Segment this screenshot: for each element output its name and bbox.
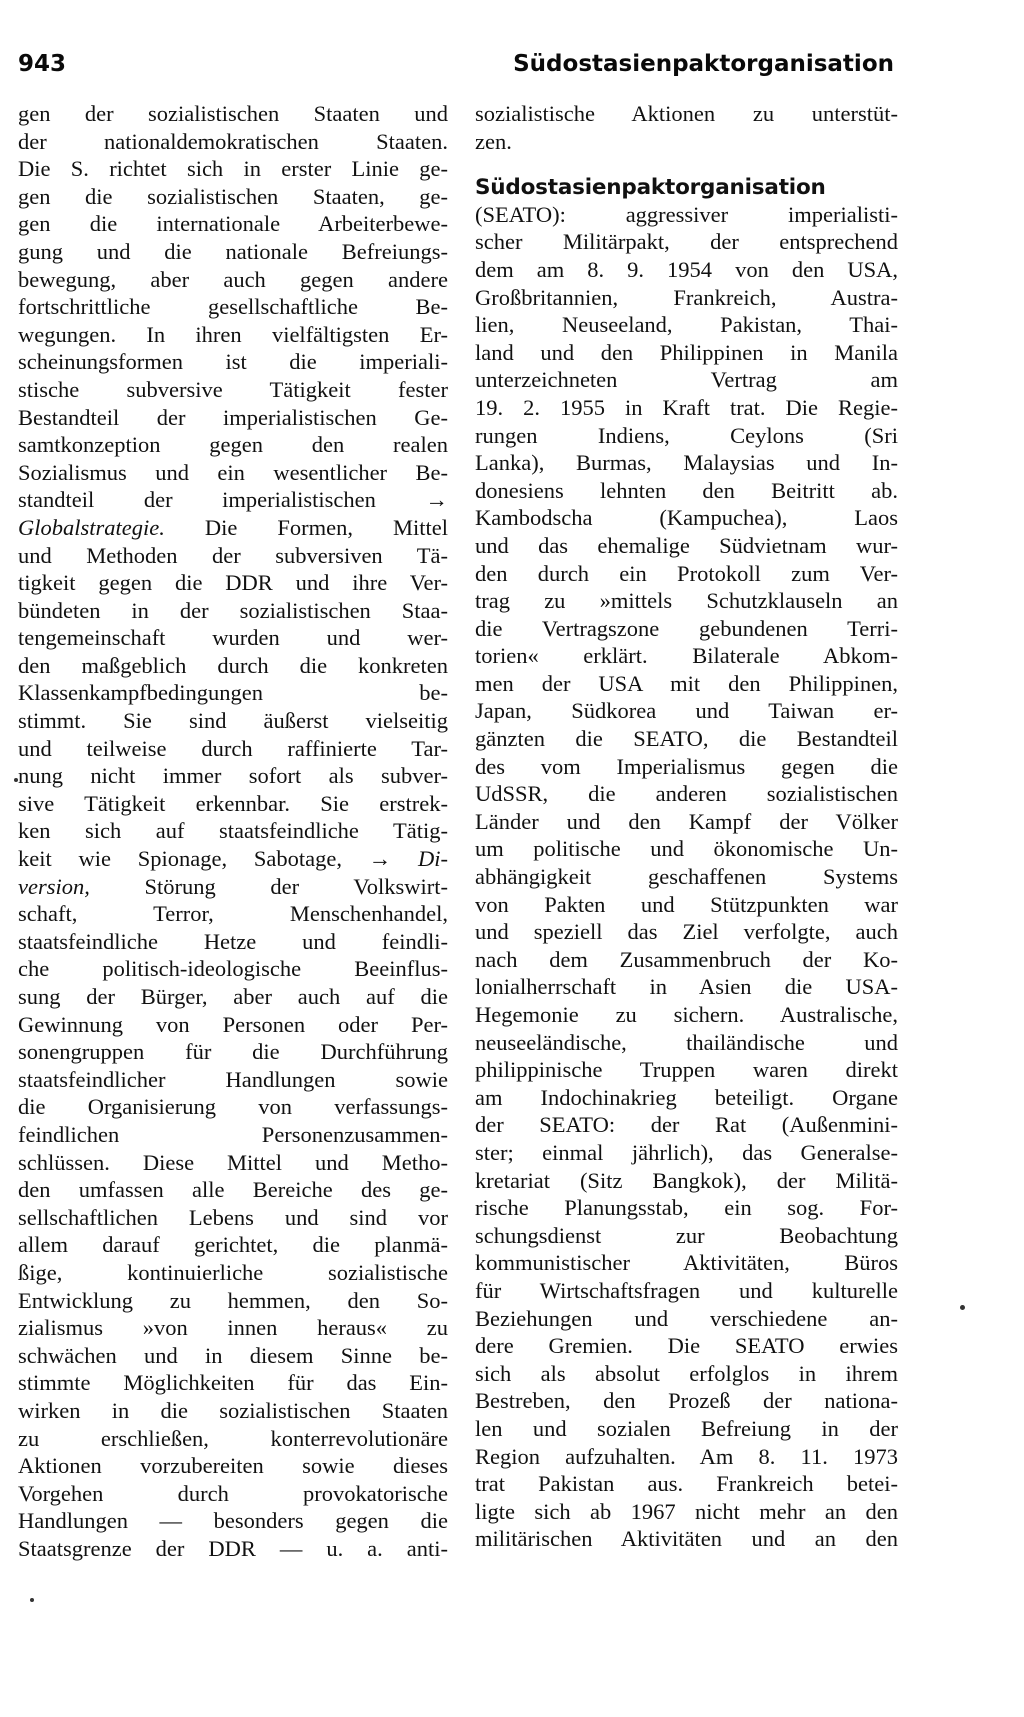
cross-reference: version,: [18, 873, 90, 899]
text-line: tengemeinschaft wurden und wer-: [18, 625, 448, 651]
text-line: Globalstrategie. Die Formen, Mittel: [18, 514, 448, 540]
text-line: die Vertragszone gebundenen Terri-: [475, 615, 898, 641]
cross-reference: Di-: [418, 846, 448, 872]
text-line: Beziehungen und verschiedene an-: [475, 1305, 898, 1331]
running-head-keyword: Südostasienpaktorganisation: [513, 51, 894, 77]
text-line: gen die internationale Arbeiterbewe-: [18, 211, 448, 237]
text-line: nung nicht immer sofort als subver-: [18, 763, 448, 789]
text-line: Sozialismus und ein wesentlicher Be-: [18, 459, 448, 485]
text-line: allem darauf gerichtet, die planmä-: [18, 1232, 448, 1258]
text-line: torien« erklärt. Bilaterale Abkom-: [475, 643, 898, 669]
text-line: land und den Philippinen in Manila: [475, 339, 898, 365]
text-line: abhängigkeit geschaffenen Systems: [475, 864, 898, 890]
entry-spacing: [475, 155, 898, 173]
text-line: trag zu »mittels Schutzklauseln an: [475, 588, 898, 614]
text-line: der nationaldemokratischen Staaten.: [18, 128, 448, 154]
cross-reference: Globalstrategie.: [18, 514, 165, 540]
text-line: feindlichen Personenzusammen-: [18, 1121, 448, 1147]
text-line: ligte sich ab 1967 nicht mehr an den: [475, 1498, 898, 1524]
text-line: version, Störung der Volkswirt-: [18, 873, 448, 899]
text-line: len und sozialen Befreiung in der: [475, 1415, 898, 1441]
text-line: gen die sozialistischen Staaten, ge-: [18, 183, 448, 209]
text-line: um politische und ökonomische Un-: [475, 836, 898, 862]
text-line: schwächen und in diesem Sinne be-: [18, 1342, 448, 1368]
entry-title-line: [475, 173, 898, 201]
text-line: zu erschließen, konterrevolutionäre: [18, 1425, 448, 1451]
text-line: zen.: [475, 128, 512, 154]
text-line: rische Planungsstab, ein sog. For-: [475, 1195, 898, 1221]
text-line: und teilweise durch raffinierte Tar-: [18, 735, 448, 761]
text-line: Großbritannien, Frankreich, Austra-: [475, 284, 898, 310]
text-line: kretariat (Sitz Bangkok), der Militä-: [475, 1167, 898, 1193]
stray-dot-mark: [14, 778, 18, 782]
text-line: wegungen. In ihren vielfältigsten Er-: [18, 321, 448, 347]
text-line: am Indochinakrieg beteiligt. Organe: [475, 1084, 898, 1110]
text-line: ken sich auf staatsfeindliche Tätig-: [18, 818, 448, 844]
text-line: Lanka), Burmas, Malaysias und In-: [475, 450, 898, 476]
text-line: 19. 2. 1955 in Kraft trat. Die Regie-: [475, 394, 898, 420]
text-line: gänzten die SEATO, die Bestandteil: [475, 726, 898, 752]
text-line: dere Gremien. Die SEATO erwies: [475, 1333, 898, 1359]
text-line: fortschrittliche gesellschaftliche Be-: [18, 294, 448, 320]
text-line: Aktionen vorzubereiten sowie dieses: [18, 1453, 448, 1479]
text-line: schlüssen. Diese Mittel und Metho-: [18, 1149, 448, 1175]
text-line: sozialistische Aktionen zu unterstüt-: [475, 101, 898, 126]
text-line: sellschaftlichen Lebens und sind vor: [18, 1204, 448, 1230]
text-line: nach dem Zusammenbruch der Ko-: [475, 946, 898, 972]
entry-title: Südostasienpaktorganisation: [475, 175, 826, 201]
text-line: den maßgeblich durch die konkreten: [18, 652, 448, 678]
text-line: von Pakten und Stützpunkten war: [475, 891, 898, 917]
text-line: lonialherrschaft in Asien die USA-: [475, 974, 898, 1000]
text-line: und Methoden der subversiven Tä-: [18, 542, 448, 568]
text-line: rungen Indiens, Ceylons (Sri: [475, 422, 898, 448]
text-line: und speziell das Ziel verfolgte, auch: [475, 919, 898, 945]
text-line: staatsfeindliche Hetze und feindli-: [18, 928, 448, 954]
text-line: Japan, Südkorea und Taiwan er-: [475, 698, 898, 724]
text-line: schungsdienst zur Beobachtung: [475, 1222, 898, 1248]
text-line: dem am 8. 9. 1954 von den USA,: [475, 256, 898, 282]
text-line: militärischen Aktivitäten und an den: [475, 1526, 898, 1552]
text-line: (SEATO): aggressiver imperialisti-: [475, 201, 898, 227]
left-text-column: [18, 100, 448, 1562]
text-line: Region aufzuhalten. Am 8. 11. 1973: [475, 1443, 898, 1469]
text-line: philippinische Truppen waren direkt: [475, 1057, 898, 1083]
text-line: gen der sozialistischen Staaten und: [18, 101, 448, 126]
text-line: kommunistischer Aktivitäten, Büros: [475, 1250, 898, 1276]
text-line: wirken in die sozialistischen Staaten: [18, 1397, 448, 1423]
text-line: neuseeländische, thailändische und: [475, 1029, 898, 1055]
text-line: stische subversive Tätigkeit fester: [18, 376, 448, 402]
text-line: unterzeichneten Vertrag am: [475, 367, 898, 393]
text-line: donesiens lehnten den Beitritt ab.: [475, 477, 898, 503]
stray-dot-mark: [960, 1305, 965, 1310]
text-line: gung und die nationale Befreiungs-: [18, 238, 448, 264]
entry-body: [475, 201, 898, 1553]
text-line: bewegung, aber auch gegen andere: [18, 266, 448, 292]
text-line: und das ehemalige Südvietnam wur-: [475, 532, 898, 558]
text-line: lien, Neuseeland, Pakistan, Thai-: [475, 312, 898, 338]
text-line: sich als absolut erfolglos in ihrem: [475, 1360, 898, 1386]
text-line: schaft, Terror, Menschenhandel,: [18, 901, 448, 927]
text-line: stimmte Möglichkeiten für das Ein-: [18, 1370, 448, 1396]
text-line: den durch ein Protokoll zum Ver-: [475, 560, 898, 586]
text-line: men der USA mit den Philippinen,: [475, 670, 898, 696]
text-line: des vom Imperialismus gegen die: [475, 753, 898, 779]
text-line: bündeten in der sozialistischen Staa-: [18, 597, 448, 623]
text-line: standteil der imperialistischen →: [18, 487, 448, 513]
text-line: Vorgehen durch provokatorische: [18, 1480, 448, 1506]
text-line: sonengruppen für die Durchführung: [18, 1039, 448, 1065]
text-line: UdSSR, die anderen sozialistischen: [475, 781, 898, 807]
text-line: Entwicklung zu hemmen, den So-: [18, 1287, 448, 1313]
text-line: Kambodscha (Kampuchea), Laos: [475, 505, 898, 531]
text-line: Bestandteil der imperialistischen Ge-: [18, 404, 448, 430]
text-line: der SEATO: der Rat (Außenmini-: [475, 1112, 898, 1138]
right-text-column: [475, 100, 898, 1553]
text-line: ster; einmal jährlich), das Generalse-: [475, 1139, 898, 1165]
text-line: für Wirtschaftsfragen und kulturelle: [475, 1277, 898, 1303]
text-line: tigkeit gegen die DDR und ihre Ver-: [18, 570, 448, 596]
text-line: stimmt. Sie sind äußerst vielseitig: [18, 708, 448, 734]
text-line: scher Militärpakt, der entsprechend: [475, 229, 898, 255]
text-line: den umfassen alle Bereiche des ge-: [18, 1177, 448, 1203]
page-number: 943: [18, 51, 67, 77]
text-line: zialismus »von innen heraus« zu: [18, 1315, 448, 1341]
text-line: Staatsgrenze der DDR — u. a. anti-: [18, 1535, 448, 1561]
text-line: Klassenkampfbedingungen be-: [18, 680, 448, 706]
text-line: Gewinnung von Personen oder Per-: [18, 1011, 448, 1037]
text-line: die Organisierung von verfassungs-: [18, 1094, 448, 1120]
text-line: Hegemonie zu sichern. Australische,: [475, 1002, 898, 1027]
text-line: sive Tätigkeit erkennbar. Sie erstrek-: [18, 790, 448, 816]
text-line: Länder und den Kampf der Völker: [475, 808, 898, 834]
text-line: Die S. richtet sich in erster Linie ge-: [18, 156, 448, 182]
text-line: Handlungen — besonders gegen die: [18, 1508, 448, 1534]
text-line: staatsfeindlicher Handlungen sowie: [18, 1066, 448, 1092]
text-line: trat Pakistan aus. Frankreich betei-: [475, 1471, 898, 1497]
text-line: scheinungsformen ist die imperiali-: [18, 349, 448, 375]
text-line: samtkonzeption gegen den realen: [18, 432, 448, 458]
text-line: che politisch-ideologische Beeinflus-: [18, 956, 448, 982]
text-line: sung der Bürger, aber auch auf die: [18, 984, 448, 1009]
text-line: keit wie Spionage, Sabotage, → Di-: [18, 846, 448, 872]
continuation-paragraph: [475, 100, 898, 155]
text-line: Bestreben, den Prozeß der nationa-: [475, 1388, 898, 1414]
text-line: ßige, kontinuierliche sozialistische: [18, 1259, 448, 1285]
stray-dot-mark: [30, 1598, 34, 1602]
